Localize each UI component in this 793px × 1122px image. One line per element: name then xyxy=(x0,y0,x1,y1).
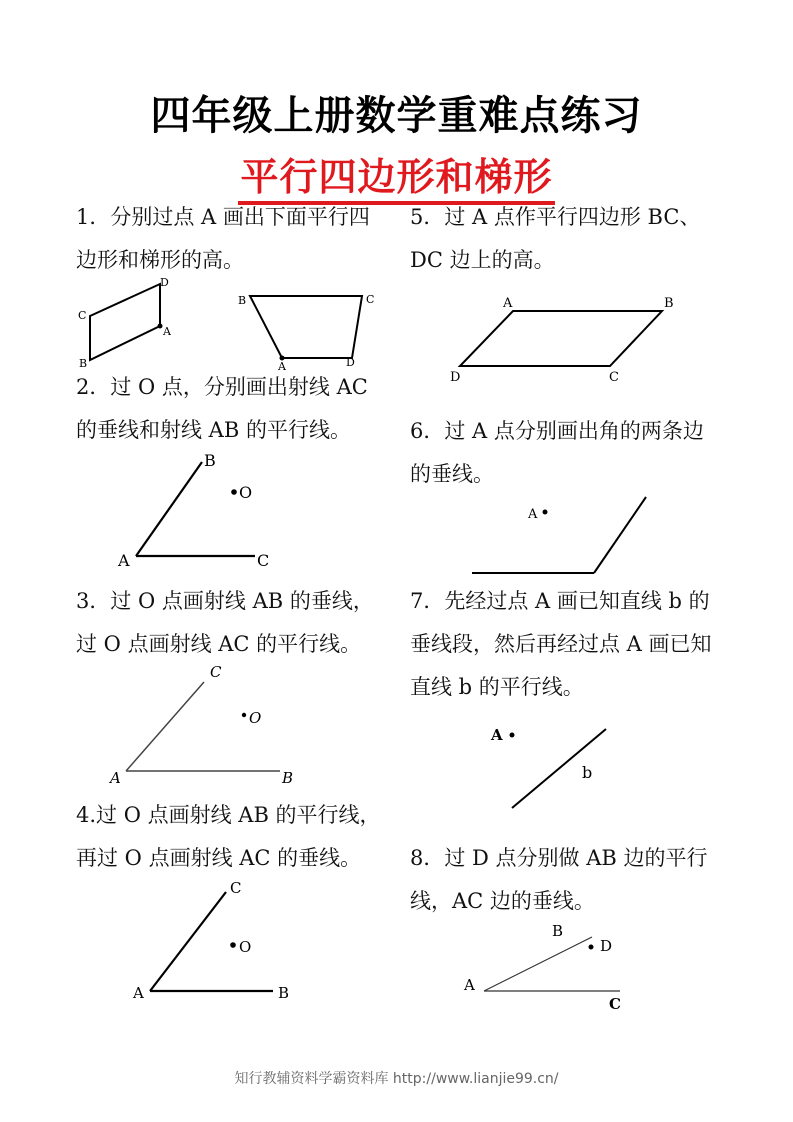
label-d: D xyxy=(160,276,169,289)
question-4-text: 4.过 O 点画射线 AB 的平行线，再过 O 点画射线 AC 的垂线。 xyxy=(76,803,381,870)
question-5-figure xyxy=(440,290,690,386)
label-b: b xyxy=(582,763,593,782)
label-a: A xyxy=(528,507,538,522)
question-2-figure xyxy=(110,448,290,572)
parallelogram-shape xyxy=(90,284,160,360)
point-a-dot xyxy=(510,733,515,738)
question-4-figure xyxy=(128,876,308,1004)
label-a: A xyxy=(133,984,144,1002)
label-a: A xyxy=(503,296,513,311)
question-3-figure xyxy=(104,660,304,788)
point-d-dot xyxy=(589,945,594,950)
question-7-figure xyxy=(484,720,624,816)
label-b: B xyxy=(278,984,290,1002)
ray-ac xyxy=(150,892,226,991)
point-a-dot xyxy=(158,324,163,329)
label-o: O xyxy=(239,938,252,956)
label-b: B xyxy=(282,769,294,787)
question-6-text: 6．过 A 点分别画出角的两条边的垂线。 xyxy=(410,419,704,486)
label-o: O xyxy=(249,709,262,727)
label-a: A xyxy=(118,551,130,570)
label-b: B xyxy=(204,451,216,470)
page-subtitle xyxy=(0,146,793,201)
label-d: D xyxy=(450,370,461,385)
label-c: C xyxy=(609,370,619,385)
question-3-text: 3．过 O 点画射线 AB 的垂线，过 O 点画射线 AC 的平行线。 xyxy=(76,589,374,656)
question-5-text: 5．过 A 点作平行四边形 BC、DC 边上的高。 xyxy=(410,205,701,272)
ray-ab xyxy=(136,462,202,556)
question-1-text: 1．分别过点 A 画出下面平行四边形和梯形的高。 xyxy=(76,205,370,272)
ray-ac xyxy=(126,682,204,771)
question-2-text: 2．过 O 点，分别画出射线 AC 的垂线和射线 AB 的平行线。 xyxy=(76,375,368,442)
point-a-dot xyxy=(543,510,548,515)
label-o: O xyxy=(239,483,253,502)
point-o-dot xyxy=(230,942,236,948)
label-c: C xyxy=(609,995,621,1013)
label-c: C xyxy=(78,309,87,322)
label-a: A xyxy=(491,726,503,744)
label-c: C xyxy=(366,293,375,306)
ray-ab xyxy=(484,937,592,991)
label-a: A xyxy=(464,976,475,994)
question-1-figure xyxy=(70,274,390,374)
point-o-dot xyxy=(231,489,237,495)
label-a: A xyxy=(278,360,286,373)
question-6-figure xyxy=(466,490,656,580)
page-title: 四年级上册数学重难点练习 xyxy=(150,93,643,139)
question-7-text: 7．先经过点 A 画已知直线 b 的垂线段，然后再经过点 A 画已知直线 b 的平行线。 xyxy=(410,589,712,699)
label-c: C xyxy=(257,551,270,570)
angle-side-slanted xyxy=(594,497,646,573)
label-b: B xyxy=(552,922,564,940)
point-o-dot xyxy=(242,713,246,717)
label-b: B xyxy=(238,294,247,307)
trapezoid-shape xyxy=(250,296,362,358)
label-d: D xyxy=(600,937,613,955)
label-c: C xyxy=(230,879,242,897)
label-a: A xyxy=(110,769,121,787)
parallelogram-shape xyxy=(460,311,662,366)
footer-watermark: 知行教辅资料学霸资料库 http://www.lianjie99.cn/ xyxy=(234,1071,559,1087)
label-b: B xyxy=(79,357,88,370)
question-8-text: 8．过 D 点分别做 AB 边的平行线，AC 边的垂线。 xyxy=(410,846,708,913)
label-d: D xyxy=(346,356,355,369)
label-c: C xyxy=(210,663,222,681)
subtitle-text: 平行四边形和梯形 xyxy=(238,155,554,205)
question-8-figure xyxy=(456,918,636,1018)
label-b: B xyxy=(664,296,674,311)
label-a: A xyxy=(163,325,171,338)
